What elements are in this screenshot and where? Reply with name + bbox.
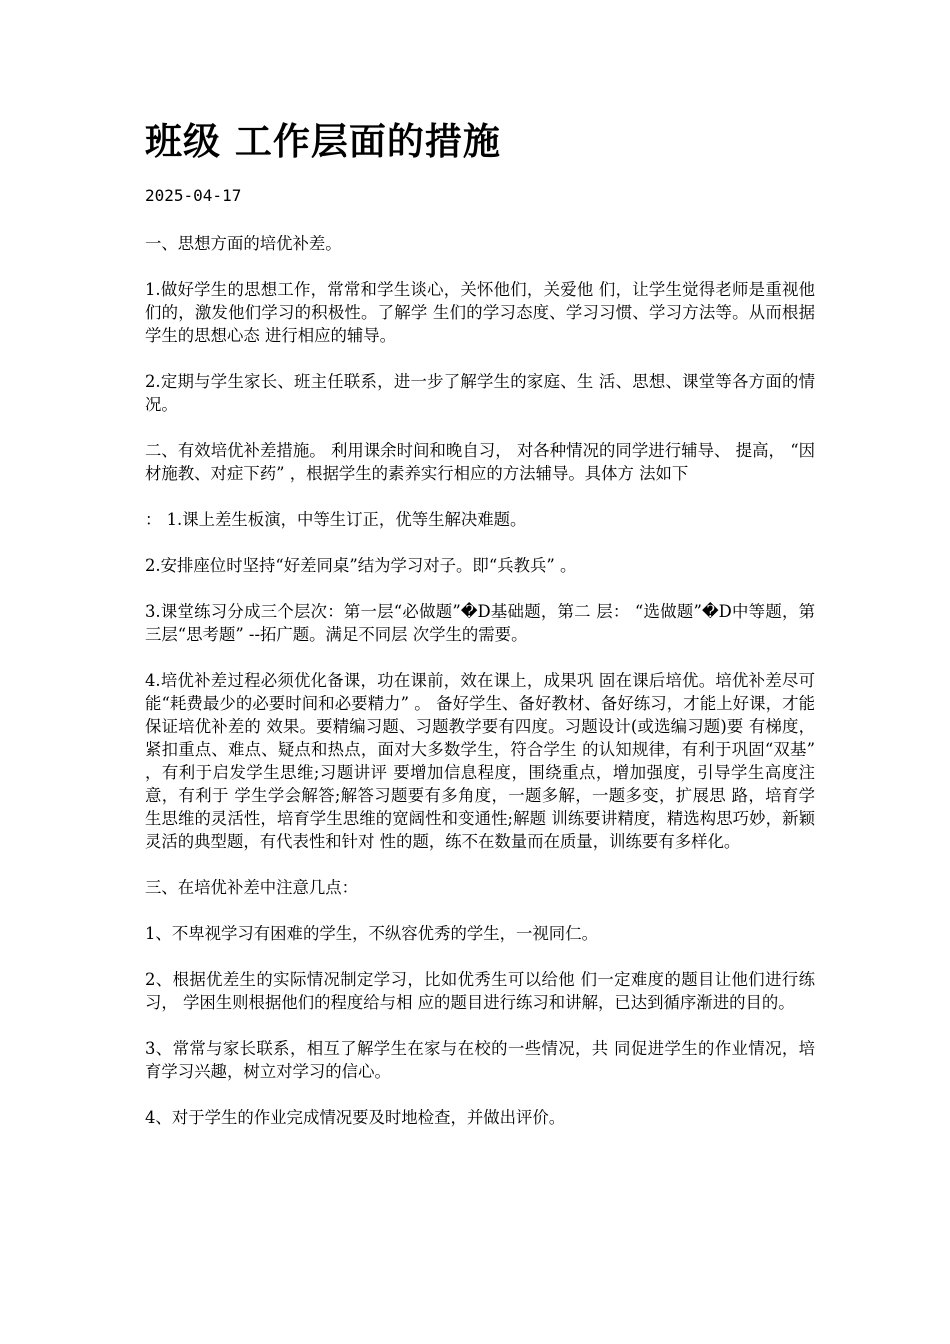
paragraph: 2.安排座位时坚持“好差同桌”结为学习对子。即“兵教兵” 。 <box>145 556 577 575</box>
paragraph: 2、根据优差生的实际情况制定学习，比如优秀生可以给他 们一定难度的题目让他们进行练习， 学困生则根据他们的程度给与相 应的题目进行练习和讲解，已达到循序渐进的目的。 <box>145 970 815 1012</box>
document-title: 班级 工作层面的措施 <box>145 119 501 163</box>
section-heading-3: 三、在培优补差中注意几点： <box>145 878 359 897</box>
paragraph: 1.做好学生的思想工作，常常和学生谈心，关怀他们，关爱他 们，让学生觉得老师是重视他们的，激发他们学习的积极性。了解学 生们的学习态度、学习习惯、学习方法等。从而根据学生的思想心态 进行相应的辅导。 <box>145 280 815 345</box>
section-heading-2: 二、有效培优补差措施。 利用课余时间和晚自习， 对各种情况的同学进行辅导、 提高， “因 材施教、对症下药” ，根据学生的素养实行相应的方法辅导。具体方 法如下 <box>145 441 815 483</box>
paragraph: 3.课堂练习分成三个层次：第一层“必做题”�D基础题，第二 层： “选做题”�D中等题，第三层“思考题” --拓广题。满足不同层 次学生的需要。 <box>145 602 815 644</box>
paragraph: 2.定期与学生家长、班主任联系，进一步了解学生的家庭、生 活、思想、课堂等各方面的情况。 <box>145 372 815 414</box>
paragraph: 1、不卑视学习有困难的学生，不纵容优秀的学生，一视同仁。 <box>145 924 598 943</box>
paragraph: 4.培优补差过程必须优化备课，功在课前，效在课上，成果巩 固在课后培优。培优补差尽可能“耗费最少的必要时间和必要精力” 。 备好学生、备好教材、备好练习，才能上好课，才能保证培优补差的 效果。要精编习题、习题教学要有四度。习题设计(或选编习题)要 有梯度，紧扣重点、难点、疑点和热点，面对大多数学生，符合学生 的认知规律，有利于巩固“双基” ，有利于启发学生思维;习题讲评 要增加信息程度，围绕重点，增加强度，引导学生高度注意，有利于 学生学会解答;解答习题要有多角度，一题多解，一题多变，扩展思 路，培育学生思维的灵活性，培育学生思维的宽阔性和变通性;解题 训练要讲精度，精选构思巧妙，新颖灵活的典型题，有代表性和针对 性的题，练不在数量而在质量，训练要有多样化。 <box>145 671 815 851</box>
document-page <box>145 112 815 1152</box>
paragraph: ： 1.课上差生板演，中等生订正，优等生解决难题。 <box>145 510 527 529</box>
paragraph: 3、常常与家长联系，相互了解学生在家与在校的一些情况，共 同促进学生的作业情况，培育学习兴趣，树立对学习的信心。 <box>145 1039 815 1081</box>
paragraph: 4、对于学生的作业完成情况要及时地检查，并做出评价。 <box>145 1108 566 1127</box>
document-date: 2025-04-17 <box>145 186 242 205</box>
section-heading-1: 一、思想方面的培优补差。 <box>145 234 342 253</box>
